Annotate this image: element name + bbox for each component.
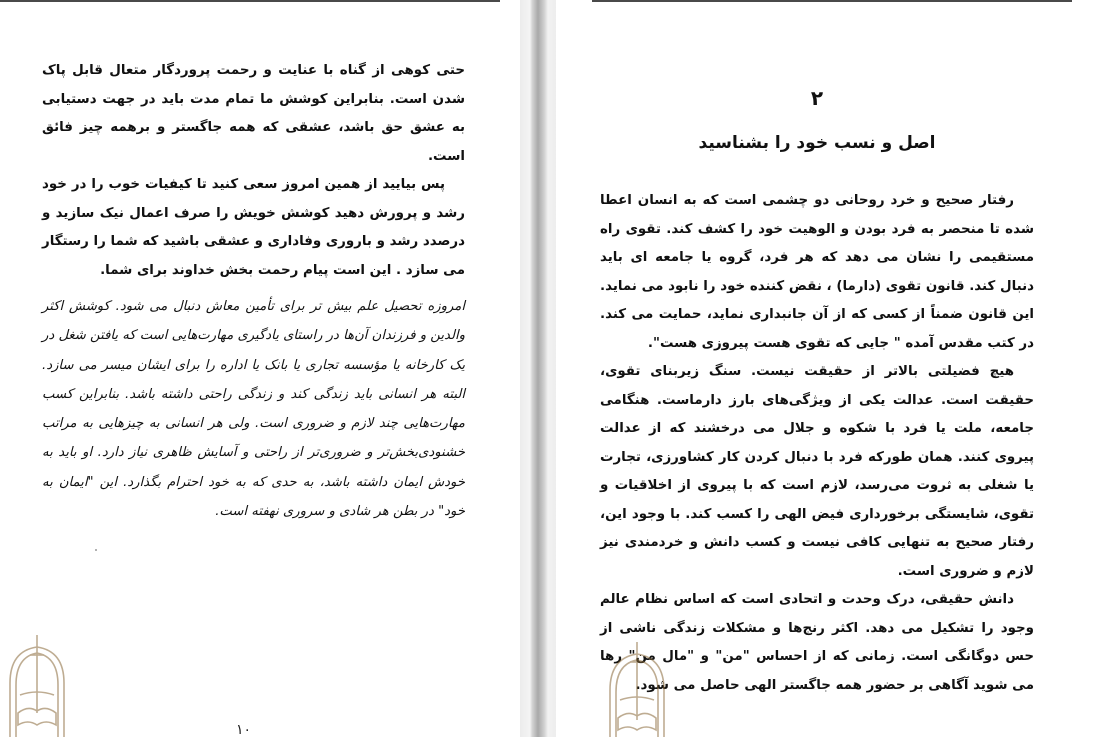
page-top-border xyxy=(592,0,1072,2)
right-paragraph-3: دانش حقیقی، درک وحدت و اتحادی است که اساس نظام عالم وجود را تشکیل می دهد. اکثر رنج‌ها و مشکلات زندگی ناشی از حس دوگانگی است. زمانی که از احساس "من" و "مال من" رها می شوید آگاهی بر حضور همه جاگستر الهی حاصل می شود. xyxy=(600,592,1034,693)
right-paragraph-1: رفتار صحیح و خرد روحانی دو چشمی است که به انسان اعطا شده تا منحصر به فرد بودن و الوهیت خود را کشف کند. تقوی راه مستقیمی را نشان می دهد که هر فرد، گروه یا جامعه ای باید دنبال کند. قانون تقوی (دارما) ، نقض کننده خود را نابود می نماید. این قانون ضمناً از کسی که از آن جانبداری نماید، حمایت می کند. در کتب مقدس آمده " جایی که تقوی هست پیروزی هست". xyxy=(600,193,1034,351)
left-handwritten-text xyxy=(42,292,465,526)
chapter-title: اصل و نسب خود را بشناسید xyxy=(698,133,936,153)
paper-speck xyxy=(95,549,97,551)
right-paragraph-2: هیچ فضیلتی بالاتر از حقیقت نیست. سنگ زیربنای تقوی، حقیقت است. عدالت یکی از ویژگی‌های بارز دارماست. هنگامی جامعه، ملت یا فرد با شکوه و جلال می درخشند که از عدالت پیروی کنند. همان طورکه فرد با دنبال کردن کار کشاورزی، تجارت یا شغلی به ثروت می‌رسد، لازم است که با پیروی از اخلاقیات و تقوی، شایستگی برخورداری فیض الهی را کسب کند. با وجود این، رفتار صحیح به تنهایی کافی نیست و کسب دانش و خردمندی نیز لازم و ضروری است. xyxy=(600,364,1034,579)
book-gutter xyxy=(520,0,556,737)
handwritten-paragraph: امروزه تحصیل علم بیش تر برای تأمین معاش دنبال می شود. کوشش اکثر والدین و فرزندان آن‌ها در راستای یادگیری مهارت‌هایی است که یافتن شغل در یک کارخانه یا مؤسسه تجاری یا بانک یا اداره را برای ایشان میسر می سازد. البته هر انسانی باید زندگی کند و زندگی راحتی داشته باشد. بنابراین کسب مهارت‌هایی چند لازم و ضروری است. ولی هر انسانی به چیزهایی به مراتب خشنودی‌بخش‌تر و ضروری‌تر از راحتی و آسایش ظاهری نیاز دارد. او باید به خودش ایمان داشته باشد، به حدی که به خود احترام بگذارد. این "ایمان به خود" در بطن هر شادی و سروری نهفته است. xyxy=(42,299,465,520)
page-top-border xyxy=(0,0,500,2)
page-number: ۱۰ xyxy=(236,722,252,738)
left-paragraph-2: پس بیایید از همین امروز سعی کنید تا کیفیات خوب را در خود رشد و پرورش دهید کوشش خویش را صرف اعمال نیک سازید و درصدد رشد و باروری وفاداری و عشقی باشید که شما را رستگار می سازد . این است پیام رحمت بخش خداوند برای شما. xyxy=(42,177,465,278)
library-seal-icon xyxy=(606,640,668,737)
chapter-number: ۲ xyxy=(810,86,824,110)
library-seal-icon xyxy=(6,633,68,737)
right-body-text xyxy=(600,187,1034,700)
left-paragraph-1: حتی کوهی از گناه با عنایت و رحمت پروردگار متعال قابل پاک شدن است. بنابراین کوشش ما تمام مدت باید در جهت دستیابی به عشق حق باشد، عشقی که همه جاگستر و برهمه چیز فائق است. xyxy=(42,63,465,164)
left-printed-text xyxy=(42,57,465,285)
